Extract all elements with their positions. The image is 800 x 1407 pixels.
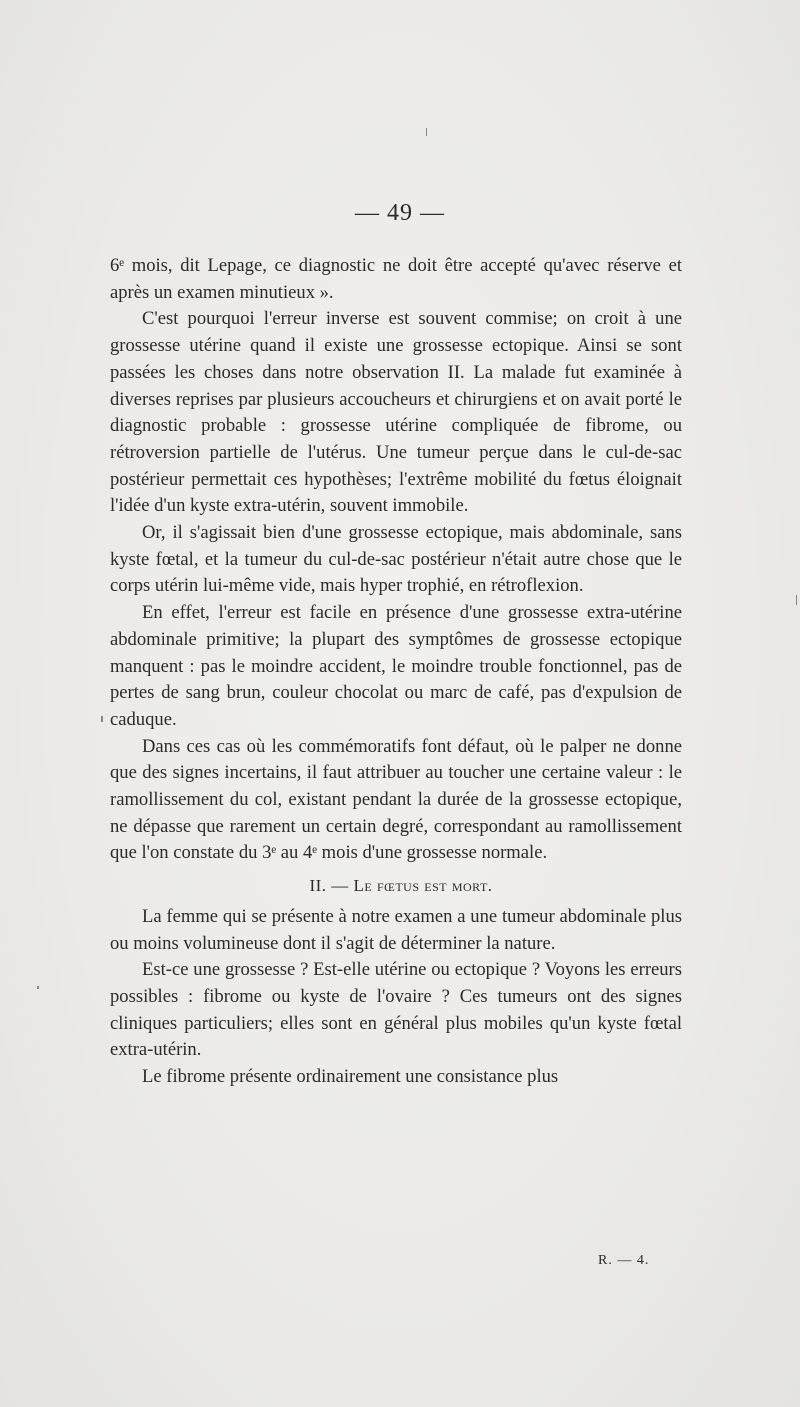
section-heading bbox=[110, 873, 682, 900]
page-body bbox=[110, 253, 682, 1091]
scan-speck bbox=[796, 595, 797, 605]
signature-mark: R. — 4. bbox=[598, 1253, 650, 1268]
paragraph: Or, il s'agissait bien d'une grossesse ectopique, mais abdominale, sans kyste fœtal, et la tumeur du cul-de-sac postérieur n'était autre chose que le corps utérin lui-même vide, mais hyper trophié, en rétroflexion. bbox=[110, 522, 682, 597]
section-title: Le fœtus est mort. bbox=[353, 876, 493, 896]
section-number: II. — bbox=[309, 876, 349, 896]
scan-speck bbox=[426, 128, 427, 136]
paragraph: La femme qui se présente à notre examen a une tumeur abdominale plus ou moins volumineuse dont il s'agit de déterminer la nature. bbox=[110, 905, 682, 954]
paragraph-continued: 6ᵉ mois, dit Lepage, ce diagnostic ne doit être accepté qu'avec réserve et après un examen minutieux ». bbox=[110, 255, 682, 303]
paragraph: Est-ce une grossesse ? Est-elle utérine ou ectopique ? Voyons les erreurs possibles : fibrome ou kyste de l'ovaire ? Ces tumeurs ont des signes cliniques particuliers; elles sont en général plus mobiles qu'un kyste fœtal extra-utérin. bbox=[110, 959, 682, 1061]
paragraph: En effet, l'erreur est facile en présence d'une grossesse extra-utérine abdominale primitive; la plupart des symptômes de grossesse ectopique manquent : pas le moindre accident, le moindre trouble fonctionnel, pas de pertes de sang brun, couleur chocolat ou marc de café, pas d'expulsion de caduque. bbox=[110, 602, 682, 730]
paragraph: Le fibrome présente ordinairement une consistance plus bbox=[142, 1066, 559, 1088]
scan-speck bbox=[37, 986, 39, 989]
page-number: — 49 — bbox=[355, 200, 445, 226]
paragraph: C'est pourquoi l'erreur inverse est souvent commise; on croit à une grossesse utérine quand il existe une grossesse ectopique. Ainsi se sont passées les choses dans notre observation II. La malade fut examinée à diverses reprises par plusieurs accoucheurs et chirurgiens et on avait porté le diagnostic probable : grossesse utérine compliquée de fibrome, ou rétroversion partielle de l'utérus. Une tumeur perçue dans le cul-de-sac postérieur permettait ces hypothèses; l'extrême mobilité du fœtus éloignait l'idée d'un kyste extra-utérin, souvent immobile. bbox=[110, 308, 682, 517]
paragraph: Dans ces cas où les commémoratifs font défaut, où le palper ne donne que des signes incertains, il faut attribuer au toucher une certaine valeur : le ramollissement du col, existant pendant la durée de la grossesse ectopique, ne dépasse que rarement un certain degré, correspondant au ramollissement que l'on constate du 3ᵉ au 4ᵉ mois d'une grossesse normale. bbox=[110, 735, 682, 864]
scan-speck bbox=[101, 716, 103, 722]
